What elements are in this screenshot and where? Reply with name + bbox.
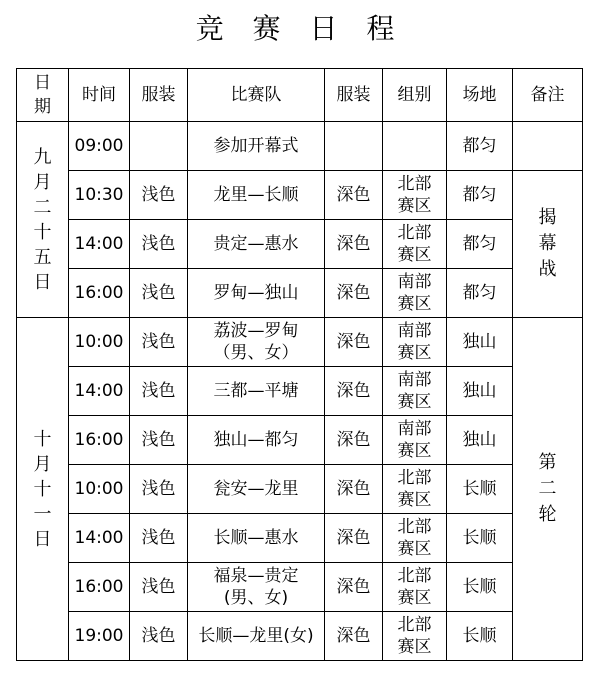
page-title: 竞 赛 日 程 — [195, 12, 405, 45]
time-cell: 19:00 — [69, 612, 130, 661]
time-cell: 16:00 — [69, 416, 130, 465]
remarks-cell-day1: 揭 幕 战 — [513, 171, 583, 318]
teams-cell: 瓮安—龙里 — [188, 465, 325, 514]
teams-cell: 独山—都匀 — [188, 416, 325, 465]
time-cell: 09:00 — [69, 122, 130, 171]
home-kit-cell: 浅色 — [130, 612, 188, 661]
table-row — [17, 220, 583, 269]
header-teams: 比赛队 — [188, 69, 325, 122]
venue-cell: 长顺 — [447, 514, 513, 563]
header-venue: 场地 — [447, 69, 513, 122]
table-row — [17, 514, 583, 563]
header-away-kit: 服装 — [325, 69, 383, 122]
away-kit-cell: 深色 — [325, 612, 383, 661]
home-kit-cell: 浅色 — [130, 416, 188, 465]
home-kit-cell: 浅色 — [130, 563, 188, 612]
away-kit-cell: 深色 — [325, 416, 383, 465]
teams-cell: 龙里—长顺 — [188, 171, 325, 220]
venue-cell: 都匀 — [447, 122, 513, 171]
away-kit-cell — [325, 122, 383, 171]
away-kit-cell: 深色 — [325, 318, 383, 367]
table-row — [17, 318, 583, 367]
home-kit-cell — [130, 122, 188, 171]
away-kit-cell: 深色 — [325, 514, 383, 563]
time-cell: 10:30 — [69, 171, 130, 220]
header-group: 组别 — [383, 69, 447, 122]
teams-cell: 贵定—惠水 — [188, 220, 325, 269]
table-row — [17, 612, 583, 661]
home-kit-cell: 浅色 — [130, 465, 188, 514]
away-kit-cell: 深色 — [325, 171, 383, 220]
away-kit-cell: 深色 — [325, 269, 383, 318]
time-cell: 16:00 — [69, 563, 130, 612]
group-cell: 北部 赛区 — [383, 612, 447, 661]
venue-cell: 都匀 — [447, 171, 513, 220]
group-cell: 北部 赛区 — [383, 514, 447, 563]
group-cell: 北部 赛区 — [383, 171, 447, 220]
time-cell: 16:00 — [69, 269, 130, 318]
away-kit-cell: 深色 — [325, 563, 383, 612]
home-kit-cell: 浅色 — [130, 367, 188, 416]
time-cell: 14:00 — [69, 514, 130, 563]
date-cell-day1: 九 月 二 十 五 日 — [17, 122, 69, 318]
group-cell: 南部 赛区 — [383, 318, 447, 367]
teams-cell: 长顺—龙里(女) — [188, 612, 325, 661]
time-cell: 14:00 — [69, 220, 130, 269]
group-cell: 南部 赛区 — [383, 416, 447, 465]
teams-cell: 福泉—贵定 (男、女) — [188, 563, 325, 612]
home-kit-cell: 浅色 — [130, 220, 188, 269]
venue-cell: 都匀 — [447, 220, 513, 269]
remarks-cell-day2: 第 二 轮 — [513, 318, 583, 661]
table-row — [17, 416, 583, 465]
time-cell: 14:00 — [69, 367, 130, 416]
away-kit-cell: 深色 — [325, 465, 383, 514]
time-cell: 10:00 — [69, 318, 130, 367]
table-row — [17, 563, 583, 612]
header-time: 时间 — [69, 69, 130, 122]
schedule-table — [16, 68, 583, 661]
group-cell: 南部 赛区 — [383, 269, 447, 318]
table-row — [17, 465, 583, 514]
home-kit-cell: 浅色 — [130, 318, 188, 367]
table-row — [17, 367, 583, 416]
header-row — [17, 69, 583, 122]
remarks-cell-empty — [513, 122, 583, 171]
teams-cell: 三都—平塘 — [188, 367, 325, 416]
teams-cell: 参加开幕式 — [188, 122, 325, 171]
venue-cell: 都匀 — [447, 269, 513, 318]
away-kit-cell: 深色 — [325, 367, 383, 416]
home-kit-cell: 浅色 — [130, 514, 188, 563]
home-kit-cell: 浅色 — [130, 269, 188, 318]
home-kit-cell: 浅色 — [130, 171, 188, 220]
venue-cell: 独山 — [447, 367, 513, 416]
teams-cell: 罗甸—独山 — [188, 269, 325, 318]
header-home-kit: 服装 — [130, 69, 188, 122]
group-cell — [383, 122, 447, 171]
group-cell: 北部 赛区 — [383, 220, 447, 269]
teams-cell: 荔波—罗甸 （男、女） — [188, 318, 325, 367]
time-cell: 10:00 — [69, 465, 130, 514]
group-cell: 北部 赛区 — [383, 563, 447, 612]
venue-cell: 长顺 — [447, 612, 513, 661]
venue-cell: 独山 — [447, 416, 513, 465]
table-row — [17, 269, 583, 318]
venue-cell: 独山 — [447, 318, 513, 367]
table-row — [17, 122, 583, 171]
group-cell: 南部 赛区 — [383, 367, 447, 416]
group-cell: 北部 赛区 — [383, 465, 447, 514]
header-date: 日 期 — [17, 69, 69, 122]
venue-cell: 长顺 — [447, 465, 513, 514]
away-kit-cell: 深色 — [325, 220, 383, 269]
header-remarks: 备注 — [513, 69, 583, 122]
venue-cell: 长顺 — [447, 563, 513, 612]
date-cell-day2: 十 月 十 一 日 — [17, 318, 69, 661]
teams-cell: 长顺—惠水 — [188, 514, 325, 563]
table-row — [17, 171, 583, 220]
